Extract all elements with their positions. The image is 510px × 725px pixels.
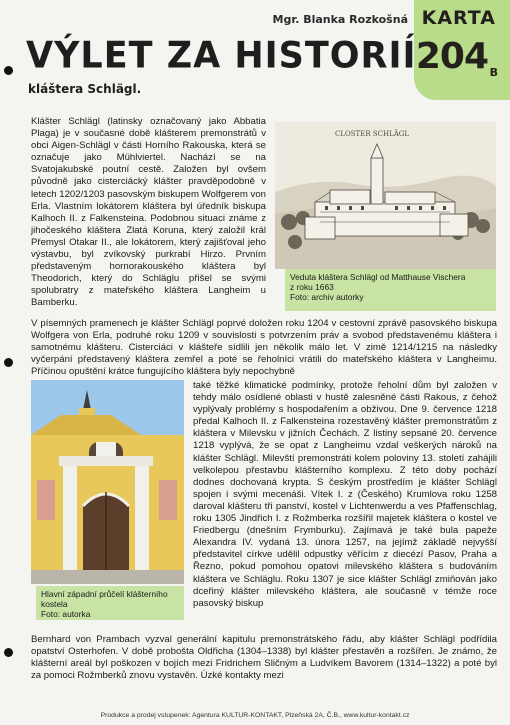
card-number: 204: [415, 36, 488, 77]
church-facade-image: [31, 380, 184, 584]
right-paragraph: také těžké klimatické podmínky, protože řeholní dům byl založen v tehdy málo osídlené oblasti v hustě zalesněné části Rakous, z čehož vyplývaly problémy s hospodařením a obživou. Dne 9. července 1218 předal Kalhoch II. z Falkensteina rozestavěný klášter premonstrátům z kláštera v Milevsku v jižních Čechách. Z listiny sepsané 20. července 1218 vyplývá, že se opat z Langheimu vzdal veškerých nároků na klášter Schlägl. Milevští premonstráti kolem poloviny 13. století zahájili velkolepou přestavbu klášterního komplexu. Z této doby pochází dodnes dochovaná krypta. S českým prostředím je klášter Schlägl spojen i svými mecenáši. Vítek I. z (Českého) Krumlova roku 1258 daroval klášteru tři panství, kostel v Lichtenwerdu a ves Pfaffenschlag, roku 1305 Jindřich I. z Rožmberka rozšířil majetek kláštera o kostel ve Friedbergu (dnešním Frymburku). Zajímavá je také bula papeže Alexandra IV. vydaná 13. února 1257, na jejímž základě nejvyšší představitel církve udělil odpustky věřícím z diecézí Pasov, Praha a Řezno, pokud pomohou opatovi milevského kláštera s budováním kláštera ve Schläglu. Roku 1307 je sice klášter Schlägl zmiňován jako dceřiný klášter milevského kláštera, ale současně v témže roce pasovský biskup: [193, 380, 497, 609]
binder-hole-middle: [4, 358, 13, 367]
engraving-label: CLOSTER SCHLÄGL: [335, 130, 410, 138]
author-name: Mgr. Blanka Rozkošná: [272, 13, 408, 26]
page-subtitle: kláštera Schlägl.: [28, 82, 142, 96]
binder-hole-bottom: [4, 648, 13, 657]
veduta-caption-line: Veduta kláštera Schlägl od Matthause Vischera: [290, 272, 466, 282]
binder-hole-top: [4, 66, 13, 75]
bottom-paragraph: Bernhard von Prambach vyzval generální kapitulu premonstrátského řádu, aby klášter Schlägl podřídila opatství Osterhofen. V době proboštа Oldřicha (1304–1338) byl klášter přestavěn a rozšířen. Je známo, že klášterní areál byl poškozen v bojích mezi Fridrichem Sličným a Ludvíkem Bavorem (1314–1322) a poté byl za pomoci Rožmberků znovu vystavěn. Úzké kontakty mezi: [31, 634, 497, 682]
intro-paragraph: Klášter Schlägl (latinsky označovaný jako Abbatia Plaga) je v současné době klášterem premonstrátů v obci Aigen-Schlägl v části Horního Rakouska, která se označuje jako Mühlviertel. Nachází se na Svatojakubské poutní cestě. Založen byl ovšem původně jako cisterciácký klášter pravděpodobně v letech 1202/1203 pasovským biskupem Wolfgerem von Erla. Vlastním lokátorem kláštera byl úředník biskupa Kalhoch II. z Falkensteina. Podobnou situaci známe z jihočeského kláštera Zlatá Koruna, který založil král Přemysl Otakar II., ale lokátorem, který zajišťoval jeho výstavbu, byl zvíkovský purkrabí Hirzo. Prvním představeným hornorakouského kláštera byl Theodorich, který do Schläglu přišel se svými spolubratry z mateřského kláštera Langheim u Bamberku.: [31, 116, 266, 309]
card-suffix: B: [489, 66, 498, 79]
facade-caption-line: kostela: [41, 599, 68, 610]
page-title: VÝLET ZA HISTORIÍ: [26, 35, 417, 77]
facade-caption-line: Hlavní západní průčelí klášterního: [41, 589, 168, 599]
middle-paragraph: V písemných pramenech je klášter Schlägl poprvé doložen roku 1204 v cestovní zprávě pasovského biskupa Wolfgera von Erla, podruhé roku 1209 v souvislosti s potvrzením práv a svobod představenému kláštera i samotnému klášteru. Cisterciáci v klášteře sídlili jen několik málo let. V zimě 1214/1215 na následky vyčerpání představený kláštera zemřel a poté se řeholníci vrátili do mateřského kláštera v Langheimu. Příčinou opuštění krátce fungujícího kláštera byly nepochybně: [31, 318, 497, 378]
veduta-engraving-image: [275, 122, 496, 269]
facade-caption: [36, 586, 184, 620]
facade-caption-line: Foto: autorka: [41, 609, 91, 620]
veduta-caption: [285, 269, 496, 311]
veduta-drawing: [275, 122, 496, 269]
facade-drawing: [31, 380, 184, 584]
veduta-caption-line: z roku 1663: [290, 282, 334, 293]
veduta-caption-line: Foto: archiv autorky: [290, 292, 364, 303]
card-label: KARTA: [421, 7, 496, 29]
footer-note: Produkce a prodej vstupenek: Agentura KULTUR-KONTAKT, Plzeňská 2A, Č.B., www.kultur-kontakt.cz: [100, 712, 410, 719]
